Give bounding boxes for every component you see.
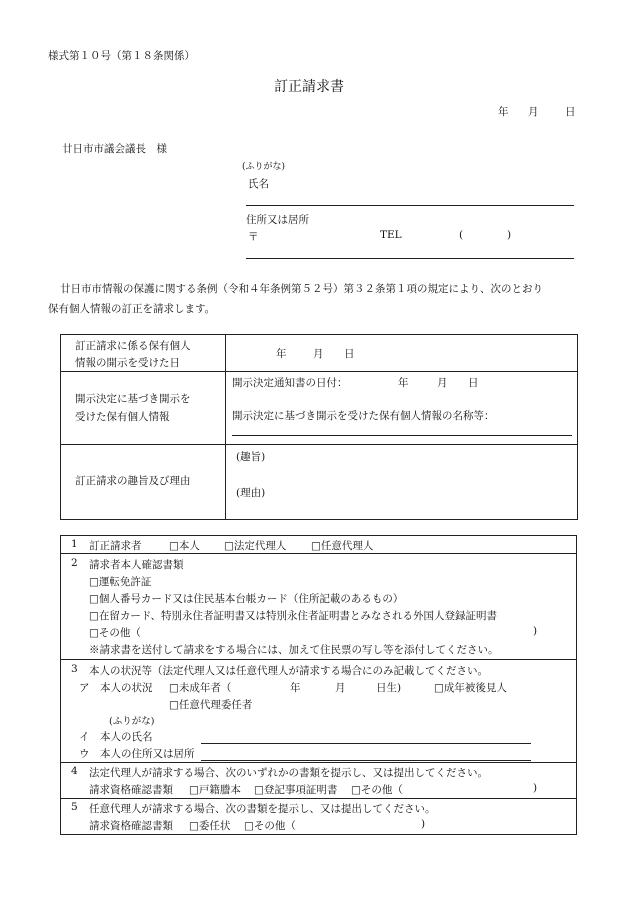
disclosure-date-label-cell (61, 335, 226, 372)
s4-title: 法定代理人が請求する場合、次のいずれかの書類を提示し、又は提出してください。 (89, 767, 488, 779)
purpose-reason-cell[interactable] (226, 445, 578, 520)
requester-address-label: 住所又は居所 (246, 214, 309, 226)
intro-line-2: 保有個人情報の訂正を請求します。 (48, 303, 216, 315)
s3-opt-voluntary-principal[interactable]: □任意代理委任者 (169, 699, 253, 711)
disclosed-info-label-1: 開示決定に基づき開示を (75, 393, 191, 405)
s2-opt-other[interactable]: □その他（ (89, 627, 141, 639)
s3-birth: 日生) (376, 682, 402, 694)
s3-i-label: イ 本人の氏名 (79, 731, 153, 743)
s2-opt-license[interactable]: □運転免許証 (89, 576, 152, 588)
section-3 (61, 660, 577, 763)
s2-title: 請求者本人確認書類 (89, 559, 184, 571)
row1-year: 年 (276, 348, 287, 360)
row2-day: 日 (468, 377, 479, 389)
s1-opt-legal-agent[interactable]: □法定代理人 (224, 540, 287, 552)
s3-furigana: (ふりがな) (109, 716, 155, 727)
addressee: 廿日市市議会議長 様 (62, 143, 167, 155)
s5-docs: 請求資格確認書類 (89, 820, 173, 832)
s3-year: 年 (290, 682, 301, 694)
address-underline[interactable] (246, 258, 574, 259)
s5-num: 5 (71, 801, 78, 813)
s5-opt-other[interactable]: □その他（ (244, 820, 296, 832)
disclosed-info-label-2: 受けた保有個人情報 (75, 411, 170, 423)
s4-opt-family-register[interactable]: □戸籍謄本 (189, 784, 241, 796)
disclosure-date-label-1: 訂正請求に係る保有個人 (75, 340, 191, 352)
s3-a-label: ア 本人の状況 (79, 682, 153, 694)
s3-month: 月 (335, 682, 346, 694)
s3-title: 本人の状況等（法定代理人又は任意代理人が請求する場合にのみ記載してください。 (89, 665, 488, 677)
section-2 (61, 554, 577, 660)
purpose-reason-label: 訂正請求の趣旨及び理由 (75, 475, 191, 487)
principal-address-underline[interactable] (201, 760, 531, 761)
s3-u-label: ウ 本人の住所又は居所 (79, 748, 195, 760)
s2-note: ※請求書を送付して請求をする場合には、加えて住民票の写し等を添付してください。 (89, 644, 499, 656)
date-year: 年 (498, 106, 509, 118)
s2-opt-mynumber[interactable]: □個人番号カード又は住民基本台帳カード（住所記載のあるもの） (89, 593, 404, 605)
s3-opt-guardian[interactable]: □成年被後見人 (434, 682, 507, 694)
row2-month: 月 (437, 377, 448, 389)
date-month: 月 (528, 106, 539, 118)
name-underline[interactable] (246, 205, 574, 206)
s5-close: ) (421, 818, 426, 830)
disclosure-date-label-2: 情報の開示を受けた日 (75, 357, 180, 369)
disclosed-info-name-label: 開示決定に基づき開示を受けた保有個人情報の名称等： (232, 410, 495, 422)
requester-details-table (60, 535, 577, 835)
s1-num: 1 (71, 538, 78, 550)
s3-opt-minor[interactable]: □未成年者（ (169, 682, 232, 694)
s4-docs: 請求資格確認書類 (89, 784, 173, 796)
s2-other-close: ) (533, 625, 538, 637)
page-title: 訂正請求書 (274, 79, 344, 95)
s4-opt-other[interactable]: □その他（ (351, 784, 403, 796)
s1-opt-voluntary-agent[interactable]: □任意代理人 (311, 540, 374, 552)
tel-label: TEL (380, 229, 402, 241)
s1-label: 訂正請求者 (89, 540, 142, 552)
disclosure-table (60, 334, 578, 520)
section-1 (61, 536, 577, 554)
s2-opt-residence-card[interactable]: □在留カード、特別永住者証明書又は特別永住者証明書とみなされる外国人登録証明書 (89, 610, 497, 622)
tel-paren-close: ) (507, 229, 512, 241)
principal-name-underline[interactable] (201, 743, 531, 744)
reason-label: (理由) (236, 487, 266, 499)
row1-day: 日 (344, 348, 355, 360)
s4-opt-registry-cert[interactable]: □登記事項証明書 (254, 784, 338, 796)
purpose-label: (趣旨) (236, 451, 266, 463)
disclosed-info-underline[interactable] (232, 435, 572, 436)
disclosure-date-cell[interactable] (226, 335, 578, 372)
requester-furigana: (ふりがな) (242, 162, 286, 172)
postal-mark: 〒 (248, 231, 259, 243)
s4-close: ) (533, 782, 538, 794)
purpose-label-cell (61, 445, 226, 520)
notice-date-label: 開示決定通知書の日付： (232, 377, 348, 389)
date-day: 日 (565, 106, 576, 118)
s5-opt-power-of-attorney[interactable]: □委任状 (189, 820, 231, 832)
disclosed-info-label-cell (61, 372, 226, 445)
disclosed-info-cell[interactable] (226, 372, 578, 445)
s5-title: 任意代理人が請求する場合、次の書類を提示し、又は提出してください。 (89, 803, 436, 815)
tel-paren-open: ( (459, 229, 464, 241)
requester-name-label: 氏名 (248, 178, 269, 190)
intro-line-1: 廿日市市情報の保護に関する条例（令和４年条例第５２号）第３２条第１項の規定により、次のとおり (60, 283, 543, 295)
section-4 (61, 763, 577, 799)
s2-num: 2 (71, 557, 78, 569)
row2-year: 年 (398, 377, 409, 389)
section-5 (61, 799, 577, 835)
s1-opt-self[interactable]: □本人 (169, 540, 200, 552)
s3-num: 3 (71, 663, 78, 675)
form-number: 様式第１０号（第１８条関係） (48, 50, 195, 62)
s4-num: 4 (71, 765, 78, 777)
row1-month: 月 (313, 348, 324, 360)
